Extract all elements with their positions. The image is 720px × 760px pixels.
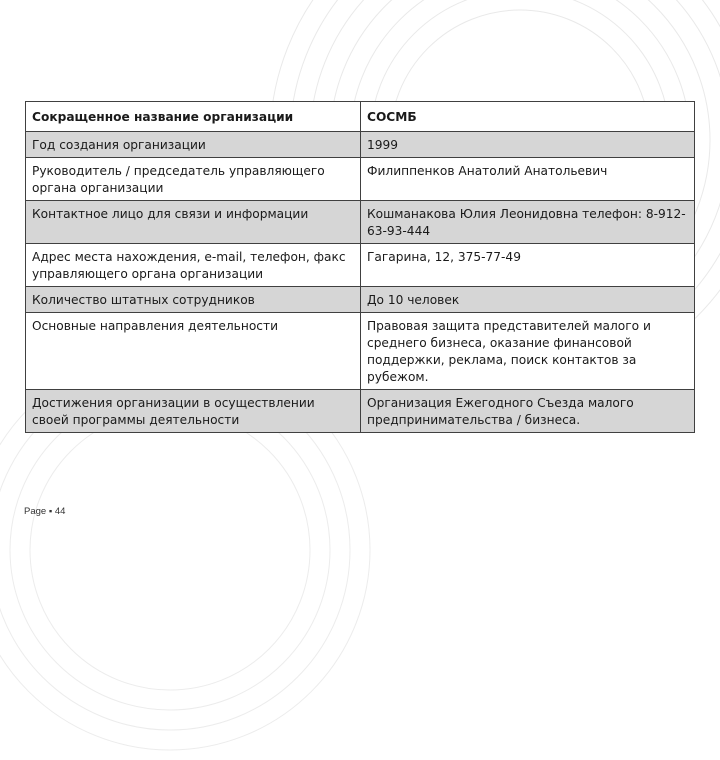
table-row — [26, 158, 695, 201]
row-label: Год создания организации — [26, 132, 361, 158]
row-value: Кошманакова Юлия Леонидовна телефон: 8-912-63-93-444 — [361, 201, 695, 244]
table-row — [26, 390, 695, 433]
table-row — [26, 287, 695, 313]
row-label: Основные направления деятельности — [26, 313, 361, 390]
table-row — [26, 244, 695, 287]
row-label: Достижения организации в осуществлении своей программы деятельности — [26, 390, 361, 433]
row-label: Адрес места нахождения, e-mail, телефон, факс управляющего органа организации — [26, 244, 361, 287]
row-value: СОСМБ — [361, 102, 695, 132]
organization-info-table — [25, 101, 695, 433]
row-value: Гагарина, 12, 375-77-49 — [361, 244, 695, 287]
page-number: Page ▪ 44 — [24, 506, 66, 517]
row-label: Руководитель / председатель управляющего органа организации — [26, 158, 361, 201]
row-label: Количество штатных сотрудников — [26, 287, 361, 313]
table-row — [26, 201, 695, 244]
row-value: Организация Ежегодного Съезда малого предпринимательства / бизнеса. — [361, 390, 695, 433]
table-row — [26, 132, 695, 158]
table-row — [26, 102, 695, 132]
row-value: Правовая защита представителей малого и среднего бизнеса, оказание финансовой поддержки, реклама, поиск контактов за рубежом. — [361, 313, 695, 390]
row-value: До 10 человек — [361, 287, 695, 313]
table-row — [26, 313, 695, 390]
row-label: Сокращенное название организации — [26, 102, 361, 132]
row-value: Филиппенков Анатолий Анатольевич — [361, 158, 695, 201]
row-value: 1999 — [361, 132, 695, 158]
row-label: Контактное лицо для связи и информации — [26, 201, 361, 244]
